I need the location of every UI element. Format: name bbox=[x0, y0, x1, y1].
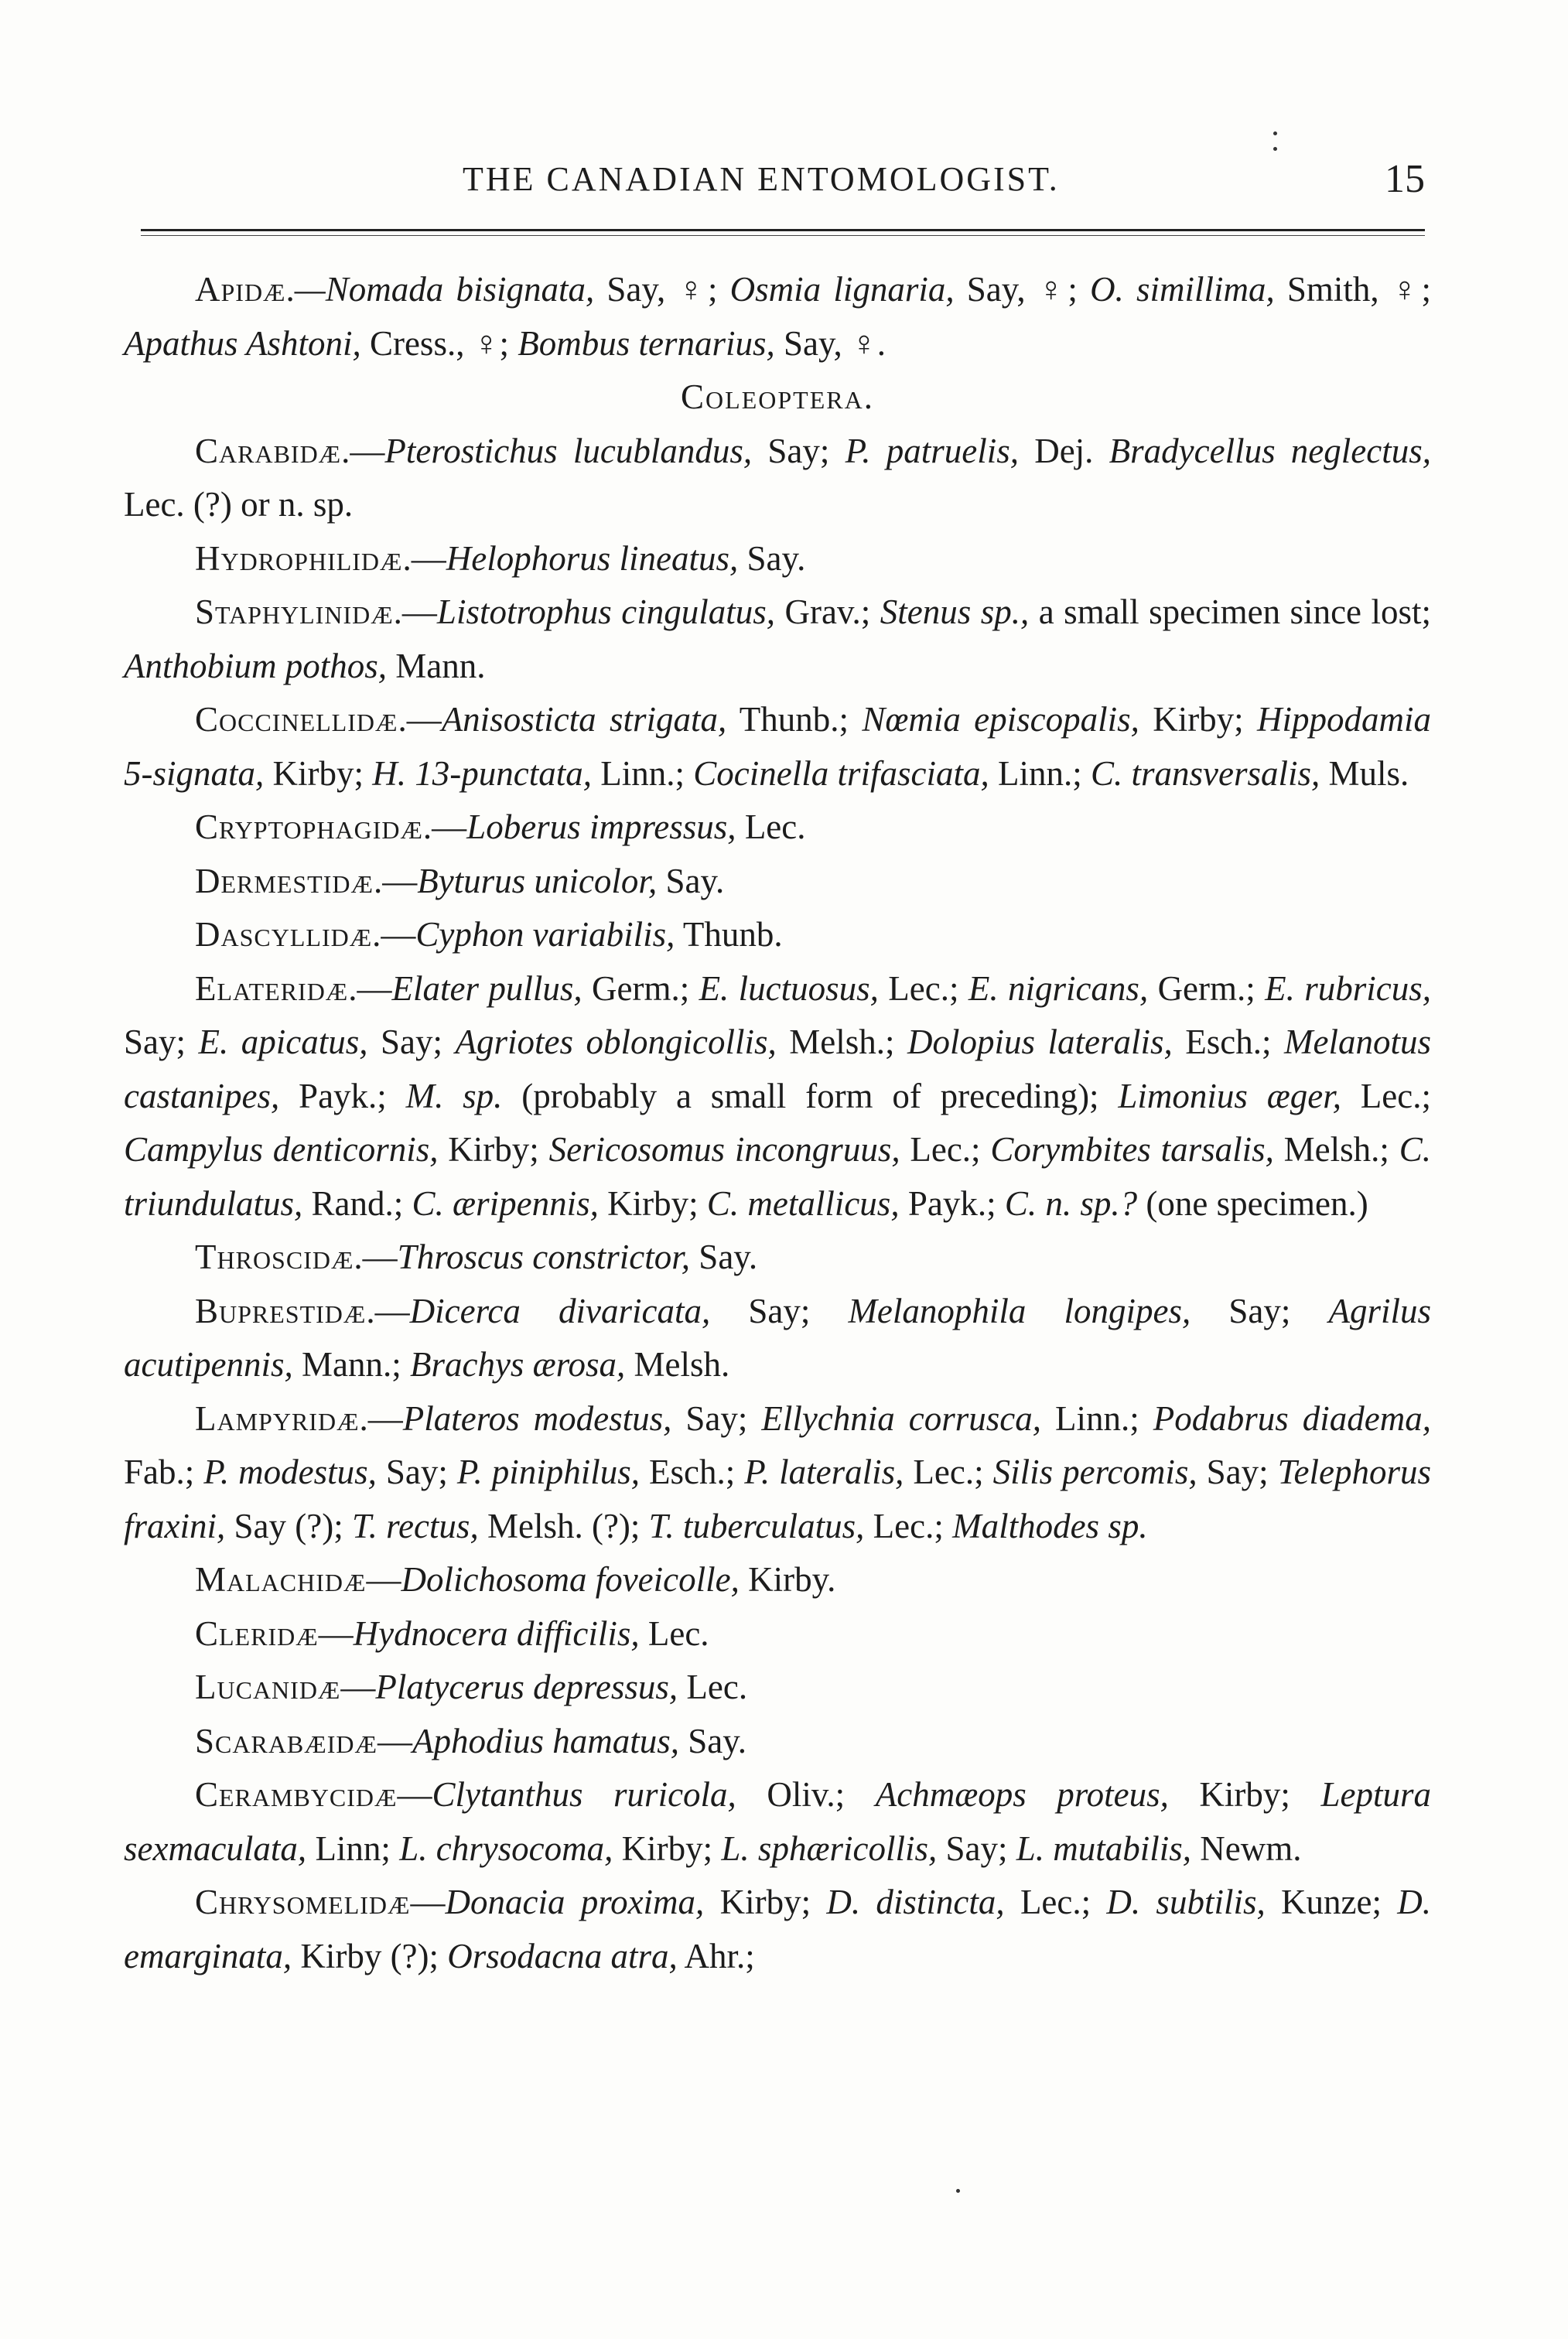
text-run: .— bbox=[372, 915, 416, 954]
species-name: Sericosomus incongruus, bbox=[548, 1130, 900, 1169]
species-name: E. rubricus, bbox=[1265, 968, 1432, 1008]
section-heading bbox=[124, 370, 1431, 425]
species-name: Silis percomis, bbox=[992, 1453, 1197, 1491]
species-name: H. 13-punctata, bbox=[372, 753, 592, 793]
family-paragraph bbox=[124, 1715, 1431, 1769]
text-run: — bbox=[397, 1775, 432, 1814]
text-run: Germ.; bbox=[1148, 968, 1266, 1008]
page-number: 15 bbox=[1385, 157, 1425, 201]
family-name: Lampyridæ bbox=[195, 1398, 360, 1438]
text-run: Newm. bbox=[1191, 1829, 1302, 1868]
species-name: L. sphæricollis, bbox=[721, 1829, 938, 1868]
species-name: Orsodacna atra, bbox=[447, 1936, 678, 1975]
text-run: Melsh. (?); bbox=[478, 1506, 649, 1545]
text-run: Lec.; bbox=[904, 1453, 993, 1491]
text-run: Kirby; bbox=[704, 1883, 827, 1921]
species-name: Hippodamia 5-signata, bbox=[124, 700, 1431, 793]
family-name: Staphylinidæ bbox=[195, 592, 394, 631]
text-run: .— bbox=[398, 700, 442, 739]
text-run: Say (?); bbox=[225, 1506, 352, 1545]
text-run: Linn.; bbox=[591, 753, 694, 793]
family-paragraph bbox=[124, 425, 1431, 532]
text-run: Kirby; bbox=[1168, 1775, 1321, 1814]
text-run: Say; bbox=[376, 1453, 457, 1491]
family-paragraph bbox=[124, 693, 1431, 801]
species-name: Osmia lignaria, bbox=[729, 270, 955, 309]
text-run: .— bbox=[422, 808, 467, 846]
text-run: Linn.; bbox=[1041, 1398, 1153, 1438]
text-run: (one specimen.) bbox=[1137, 1183, 1368, 1223]
family-name: Throscidæ bbox=[195, 1238, 354, 1276]
family-name: Carabidæ bbox=[195, 431, 342, 470]
text-run: Lec.; bbox=[878, 968, 968, 1008]
family-name: Scarabæidæ bbox=[195, 1721, 377, 1760]
species-name: Loberus impressus, bbox=[466, 808, 736, 846]
print-speck bbox=[1273, 131, 1277, 135]
family-paragraph bbox=[124, 855, 1431, 909]
species-name: Nœmia episcopalis, bbox=[862, 700, 1139, 739]
text-run: Coleoptera. bbox=[681, 377, 874, 416]
text-run: Say; bbox=[710, 1291, 849, 1330]
text-run: Kirby; bbox=[598, 1183, 707, 1223]
text-run: Grav.; bbox=[775, 592, 880, 631]
text-run: Lec.; bbox=[864, 1506, 953, 1545]
text-run: Lec.; bbox=[1341, 1076, 1431, 1115]
text-run: Say; bbox=[367, 1023, 456, 1061]
family-paragraph bbox=[124, 263, 1431, 370]
species-name: Elater pullus, bbox=[391, 968, 582, 1008]
family-name: Elateridæ bbox=[195, 968, 349, 1008]
text-run: Payk.; bbox=[279, 1076, 406, 1115]
family-paragraph bbox=[124, 532, 1431, 586]
journal-title: THE CANADIAN ENTOMOLOGIST. bbox=[463, 160, 1060, 198]
text-run: Melsh. bbox=[625, 1345, 730, 1384]
species-name: Achmæops proteus, bbox=[875, 1775, 1169, 1814]
family-paragraph bbox=[124, 801, 1431, 855]
species-name: Donacia proxima, bbox=[445, 1883, 705, 1921]
family-name: Cleridæ bbox=[195, 1613, 319, 1653]
text-run: Kirby; bbox=[613, 1829, 722, 1868]
text-run: .— bbox=[393, 592, 437, 631]
species-name: E. nigricans, bbox=[968, 968, 1149, 1008]
species-name: Anthobium pothos, bbox=[124, 646, 388, 685]
family-paragraph bbox=[124, 962, 1431, 1231]
text-run: .— bbox=[359, 1398, 403, 1438]
family-paragraph bbox=[124, 1661, 1431, 1715]
species-name: T. tuberculatus, bbox=[648, 1506, 865, 1545]
species-name: D. distincta, bbox=[826, 1883, 1005, 1921]
header-rule-thick bbox=[141, 229, 1425, 231]
family-name: Buprestidæ bbox=[195, 1291, 367, 1330]
species-name: Telephorus fraxini, bbox=[124, 1453, 1431, 1545]
text-run: a small specimen since lost; bbox=[1029, 592, 1432, 631]
text-run: Thunb. bbox=[675, 915, 783, 954]
text-run: Payk.; bbox=[899, 1183, 1005, 1223]
species-name: Melanophila longipes, bbox=[848, 1291, 1191, 1330]
species-name: Helophorus lineatus, bbox=[446, 538, 739, 578]
text-run: Mann. bbox=[387, 646, 486, 685]
text-run: Melsh.; bbox=[776, 1023, 907, 1061]
text-run: — bbox=[366, 1560, 401, 1599]
species-name: E. luctuosus, bbox=[699, 968, 879, 1008]
species-name: Bombus ternarius, bbox=[518, 323, 775, 363]
text-run: Kirby; bbox=[1139, 700, 1257, 739]
species-name: T. rectus, bbox=[351, 1506, 479, 1545]
text-run: Ahr.; bbox=[677, 1936, 755, 1975]
species-name: Campylus denticornis, bbox=[124, 1130, 439, 1169]
species-name: Dolopius lateralis, bbox=[907, 1023, 1173, 1061]
species-name: D. subtilis, bbox=[1106, 1883, 1266, 1921]
family-paragraph bbox=[124, 1553, 1431, 1607]
text-run: Rand.; bbox=[302, 1183, 412, 1223]
text-run: Say; bbox=[937, 1829, 1016, 1868]
text-run: Mann.; bbox=[292, 1345, 410, 1384]
species-name: P. modestus, bbox=[203, 1453, 377, 1491]
text-run: — bbox=[377, 1721, 412, 1760]
text-run: Lec. bbox=[639, 1613, 709, 1653]
text-run: Esch.; bbox=[1172, 1023, 1284, 1061]
species-name: P. patruelis, bbox=[845, 431, 1019, 470]
text-run: Lec.; bbox=[1004, 1883, 1107, 1921]
family-paragraph bbox=[124, 1392, 1431, 1554]
text-run: Dej. bbox=[1019, 431, 1109, 470]
species-name: Apathus Ashtoni, bbox=[124, 323, 361, 363]
text-run: Say. bbox=[690, 1238, 758, 1276]
text-run: Kunze; bbox=[1265, 1883, 1398, 1921]
text-run: — bbox=[340, 1668, 376, 1706]
species-name: Malthodes sp. bbox=[952, 1506, 1148, 1545]
species-name: Hydnocera difficilis, bbox=[353, 1613, 640, 1653]
species-name: —Nomada bisignata, bbox=[294, 270, 595, 309]
family-paragraph bbox=[124, 1876, 1431, 1983]
text-run: Say, ♀; bbox=[954, 270, 1091, 309]
text-run: Say; bbox=[752, 431, 845, 470]
species-name: M. sp. bbox=[405, 1076, 503, 1115]
species-name: Ellychnia corrusca, bbox=[761, 1398, 1042, 1438]
species-name: P. piniphilus, bbox=[456, 1453, 641, 1491]
text-run: Lec. bbox=[736, 808, 806, 846]
text-run: Muls. bbox=[1320, 753, 1409, 793]
species-name: Platycerus depressus, bbox=[375, 1668, 678, 1706]
species-name: L. mutabilis, bbox=[1016, 1829, 1192, 1868]
family-name: Dermestidæ bbox=[195, 861, 374, 900]
text-run: Say; bbox=[671, 1398, 762, 1438]
text-run: Cress., ♀; bbox=[360, 323, 518, 363]
species-name: C. triundulatus, bbox=[124, 1130, 1431, 1223]
family-name: Lucanidæ bbox=[195, 1668, 341, 1706]
species-name: Cocinella trifasciata, bbox=[693, 753, 989, 793]
family-name: Chrysomelidæ bbox=[195, 1883, 411, 1921]
species-name: O. simillima, bbox=[1090, 270, 1275, 309]
species-name: Byturus unicolor, bbox=[417, 861, 658, 900]
species-name: Pterostichus lucublandus, bbox=[384, 431, 753, 470]
family-paragraph bbox=[124, 1607, 1431, 1661]
species-name: P. lateralis, bbox=[744, 1453, 904, 1491]
family-name: Cerambycidæ bbox=[195, 1775, 398, 1814]
text-run: Kirby; bbox=[264, 753, 373, 793]
text-run: Say; bbox=[124, 1023, 199, 1061]
family-paragraph bbox=[124, 1231, 1431, 1285]
text-run: .— bbox=[341, 431, 385, 470]
text-run: Kirby (?); bbox=[292, 1936, 448, 1975]
species-name: Listotrophus cingulatus, bbox=[436, 592, 776, 631]
text-run: .— bbox=[366, 1291, 410, 1330]
family-name: Cryptophagidæ bbox=[195, 808, 423, 846]
running-header bbox=[124, 159, 1431, 206]
species-name: Dolichosoma foveicolle, bbox=[401, 1560, 740, 1599]
species-name: Melanotus castanipes, bbox=[124, 1023, 1431, 1115]
species-name: Dicerca divaricata, bbox=[409, 1291, 711, 1330]
species-name: Aphodius hamatus, bbox=[412, 1721, 679, 1760]
text-run: Say. bbox=[738, 538, 806, 578]
text-run: Linn; bbox=[306, 1829, 400, 1868]
species-name: C. æripennis, bbox=[412, 1183, 599, 1223]
family-paragraph bbox=[124, 908, 1431, 962]
article-body bbox=[124, 263, 1431, 1983]
species-name: L. chrysocoma, bbox=[399, 1829, 613, 1868]
species-name: Cyphon variabilis, bbox=[415, 915, 675, 954]
species-name: Podabrus diadema, bbox=[1153, 1398, 1431, 1438]
text-run: Say; bbox=[1191, 1291, 1329, 1330]
family-paragraph bbox=[124, 1768, 1431, 1876]
text-run: Lec.; bbox=[900, 1130, 991, 1169]
species-name: Limonius æger, bbox=[1118, 1076, 1341, 1115]
text-run: — bbox=[318, 1613, 354, 1653]
species-name: D. emarginata, bbox=[124, 1883, 1431, 1975]
text-run: .— bbox=[348, 968, 392, 1008]
text-run: Lec. bbox=[678, 1668, 748, 1706]
text-run: Fab.; bbox=[124, 1453, 204, 1491]
text-run: Say, ♀; bbox=[594, 270, 730, 309]
text-run: .— bbox=[402, 538, 446, 578]
text-run: .— bbox=[354, 1238, 398, 1276]
family-name: Malachidæ bbox=[195, 1560, 367, 1599]
text-run: (probably a small form of preceding); bbox=[502, 1076, 1119, 1115]
family-name: Dascyllidæ bbox=[195, 915, 373, 954]
text-run: Esch.; bbox=[640, 1453, 745, 1491]
species-name: C. metallicus, bbox=[706, 1183, 900, 1223]
text-run: — bbox=[410, 1883, 446, 1921]
species-name: C. n. sp.? bbox=[1004, 1183, 1138, 1223]
species-name: Clytanthus ruricola, bbox=[432, 1775, 736, 1814]
text-run: Say, ♀. bbox=[774, 323, 886, 363]
text-run: . bbox=[285, 270, 295, 309]
text-run: Lec. (?) or n. sp. bbox=[124, 485, 354, 524]
species-name: Agriotes oblongicollis, bbox=[455, 1023, 777, 1061]
print-speck bbox=[1273, 147, 1277, 151]
text-run: .— bbox=[373, 861, 418, 900]
species-name: Stenus sp., bbox=[880, 592, 1030, 631]
species-name: C. transversalis, bbox=[1090, 753, 1320, 793]
text-run: Thunb.; bbox=[726, 700, 863, 739]
text-run: Say. bbox=[678, 1721, 747, 1760]
species-name: Agrilus acutipennis, bbox=[124, 1291, 1431, 1384]
family-paragraph bbox=[124, 586, 1431, 693]
text-run: Smith, ♀; bbox=[1274, 270, 1431, 309]
text-run: Linn.; bbox=[989, 753, 1091, 793]
family-name: Coccinellidæ bbox=[195, 700, 398, 739]
species-name: Brachys ærosa, bbox=[409, 1345, 626, 1384]
text-run: Kirby. bbox=[739, 1560, 836, 1599]
species-name: E. apicatus, bbox=[198, 1023, 368, 1061]
text-run: Melsh.; bbox=[1273, 1130, 1399, 1169]
header-rule-thin bbox=[141, 235, 1425, 236]
species-name: Anisosticta strigata, bbox=[441, 700, 727, 739]
print-speck bbox=[956, 2189, 960, 2193]
text-run: Germ.; bbox=[582, 968, 699, 1008]
text-run: Say. bbox=[657, 861, 725, 900]
family-name: Apidæ bbox=[195, 270, 286, 309]
text-run: Kirby; bbox=[438, 1130, 549, 1169]
species-name: Leptura sexmaculata, bbox=[124, 1775, 1431, 1868]
species-name: Throscus constrictor, bbox=[397, 1238, 691, 1276]
species-name: Corymbites tarsalis, bbox=[990, 1130, 1274, 1169]
family-name: Hydrophilidæ bbox=[195, 538, 403, 578]
family-paragraph bbox=[124, 1285, 1431, 1392]
text-run: Oliv.; bbox=[736, 1775, 876, 1814]
species-name: Bradycellus neglectus, bbox=[1109, 431, 1431, 470]
text-run: Say; bbox=[1197, 1453, 1278, 1491]
species-name: Plateros modestus, bbox=[402, 1398, 672, 1438]
